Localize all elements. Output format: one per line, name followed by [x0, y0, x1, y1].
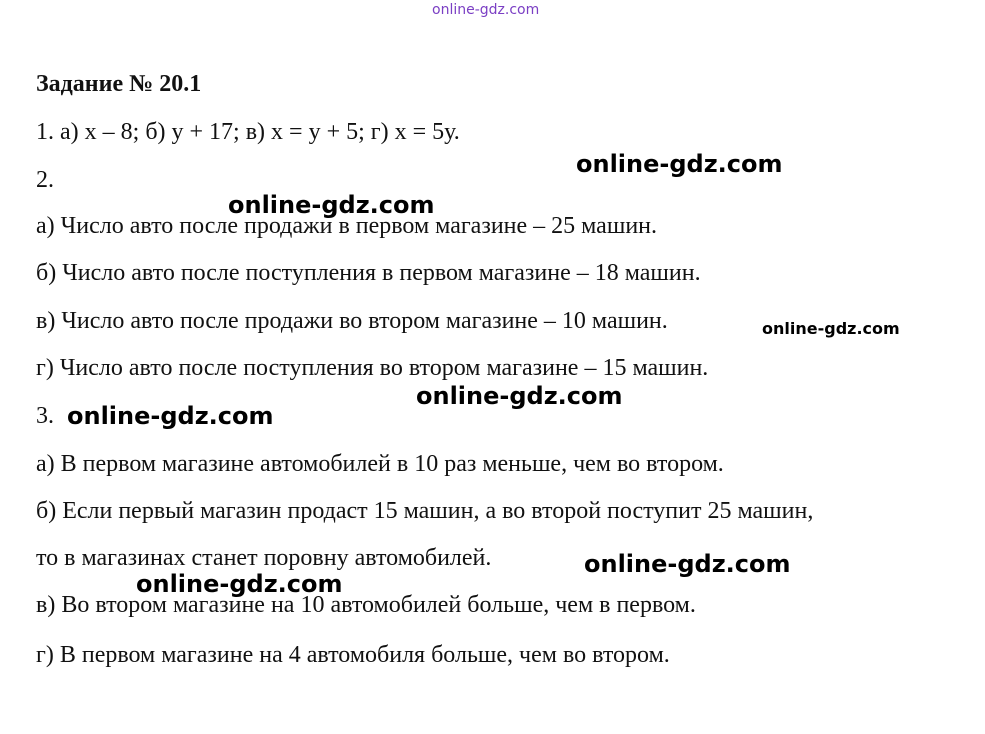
watermark: online-gdz.com	[228, 191, 435, 219]
answer-1: 1. а) х – 8; б) у + 17; в) х = у + 5; г) х = 5у.	[36, 119, 460, 145]
answer-2a: а) Число авто после продажи в первом магазине – 25 машин.	[36, 213, 657, 239]
answer-2b: б) Число авто после поступления в первом магазине – 18 машин.	[36, 260, 701, 286]
answer-3c: в) Во втором магазине на 10 автомобилей больше, чем в первом.	[36, 592, 696, 618]
answer-3d: г) В первом магазине на 4 автомобиля больше, чем во втором.	[36, 642, 670, 668]
watermark: online-gdz.com	[762, 319, 900, 338]
watermark: online-gdz.com	[416, 382, 623, 410]
answer-3b-line-1: б) Если первый магазин продаст 15 машин, а во второй поступит 25 машин,	[36, 498, 814, 524]
answer-3b-line-2: то в магазинах станет поровну автомобилей.	[36, 545, 492, 571]
task-title: Задание № 20.1	[36, 71, 202, 97]
watermark: online-gdz.com	[136, 570, 343, 598]
answer-2d: г) Число авто после поступления во втором магазине – 15 машин.	[36, 355, 709, 381]
answer-2c: в) Число авто после продажи во втором магазине – 10 машин.	[36, 308, 668, 334]
watermark: online-gdz.com	[67, 402, 274, 430]
watermark: online-gdz.com	[576, 150, 783, 178]
header-watermark: online-gdz.com	[432, 2, 540, 18]
answer-3-number: 3.	[36, 403, 54, 429]
watermark: online-gdz.com	[584, 550, 791, 578]
answer-3a: а) В первом магазине автомобилей в 10 раз меньше, чем во втором.	[36, 451, 724, 477]
answer-2-number: 2.	[36, 167, 54, 193]
